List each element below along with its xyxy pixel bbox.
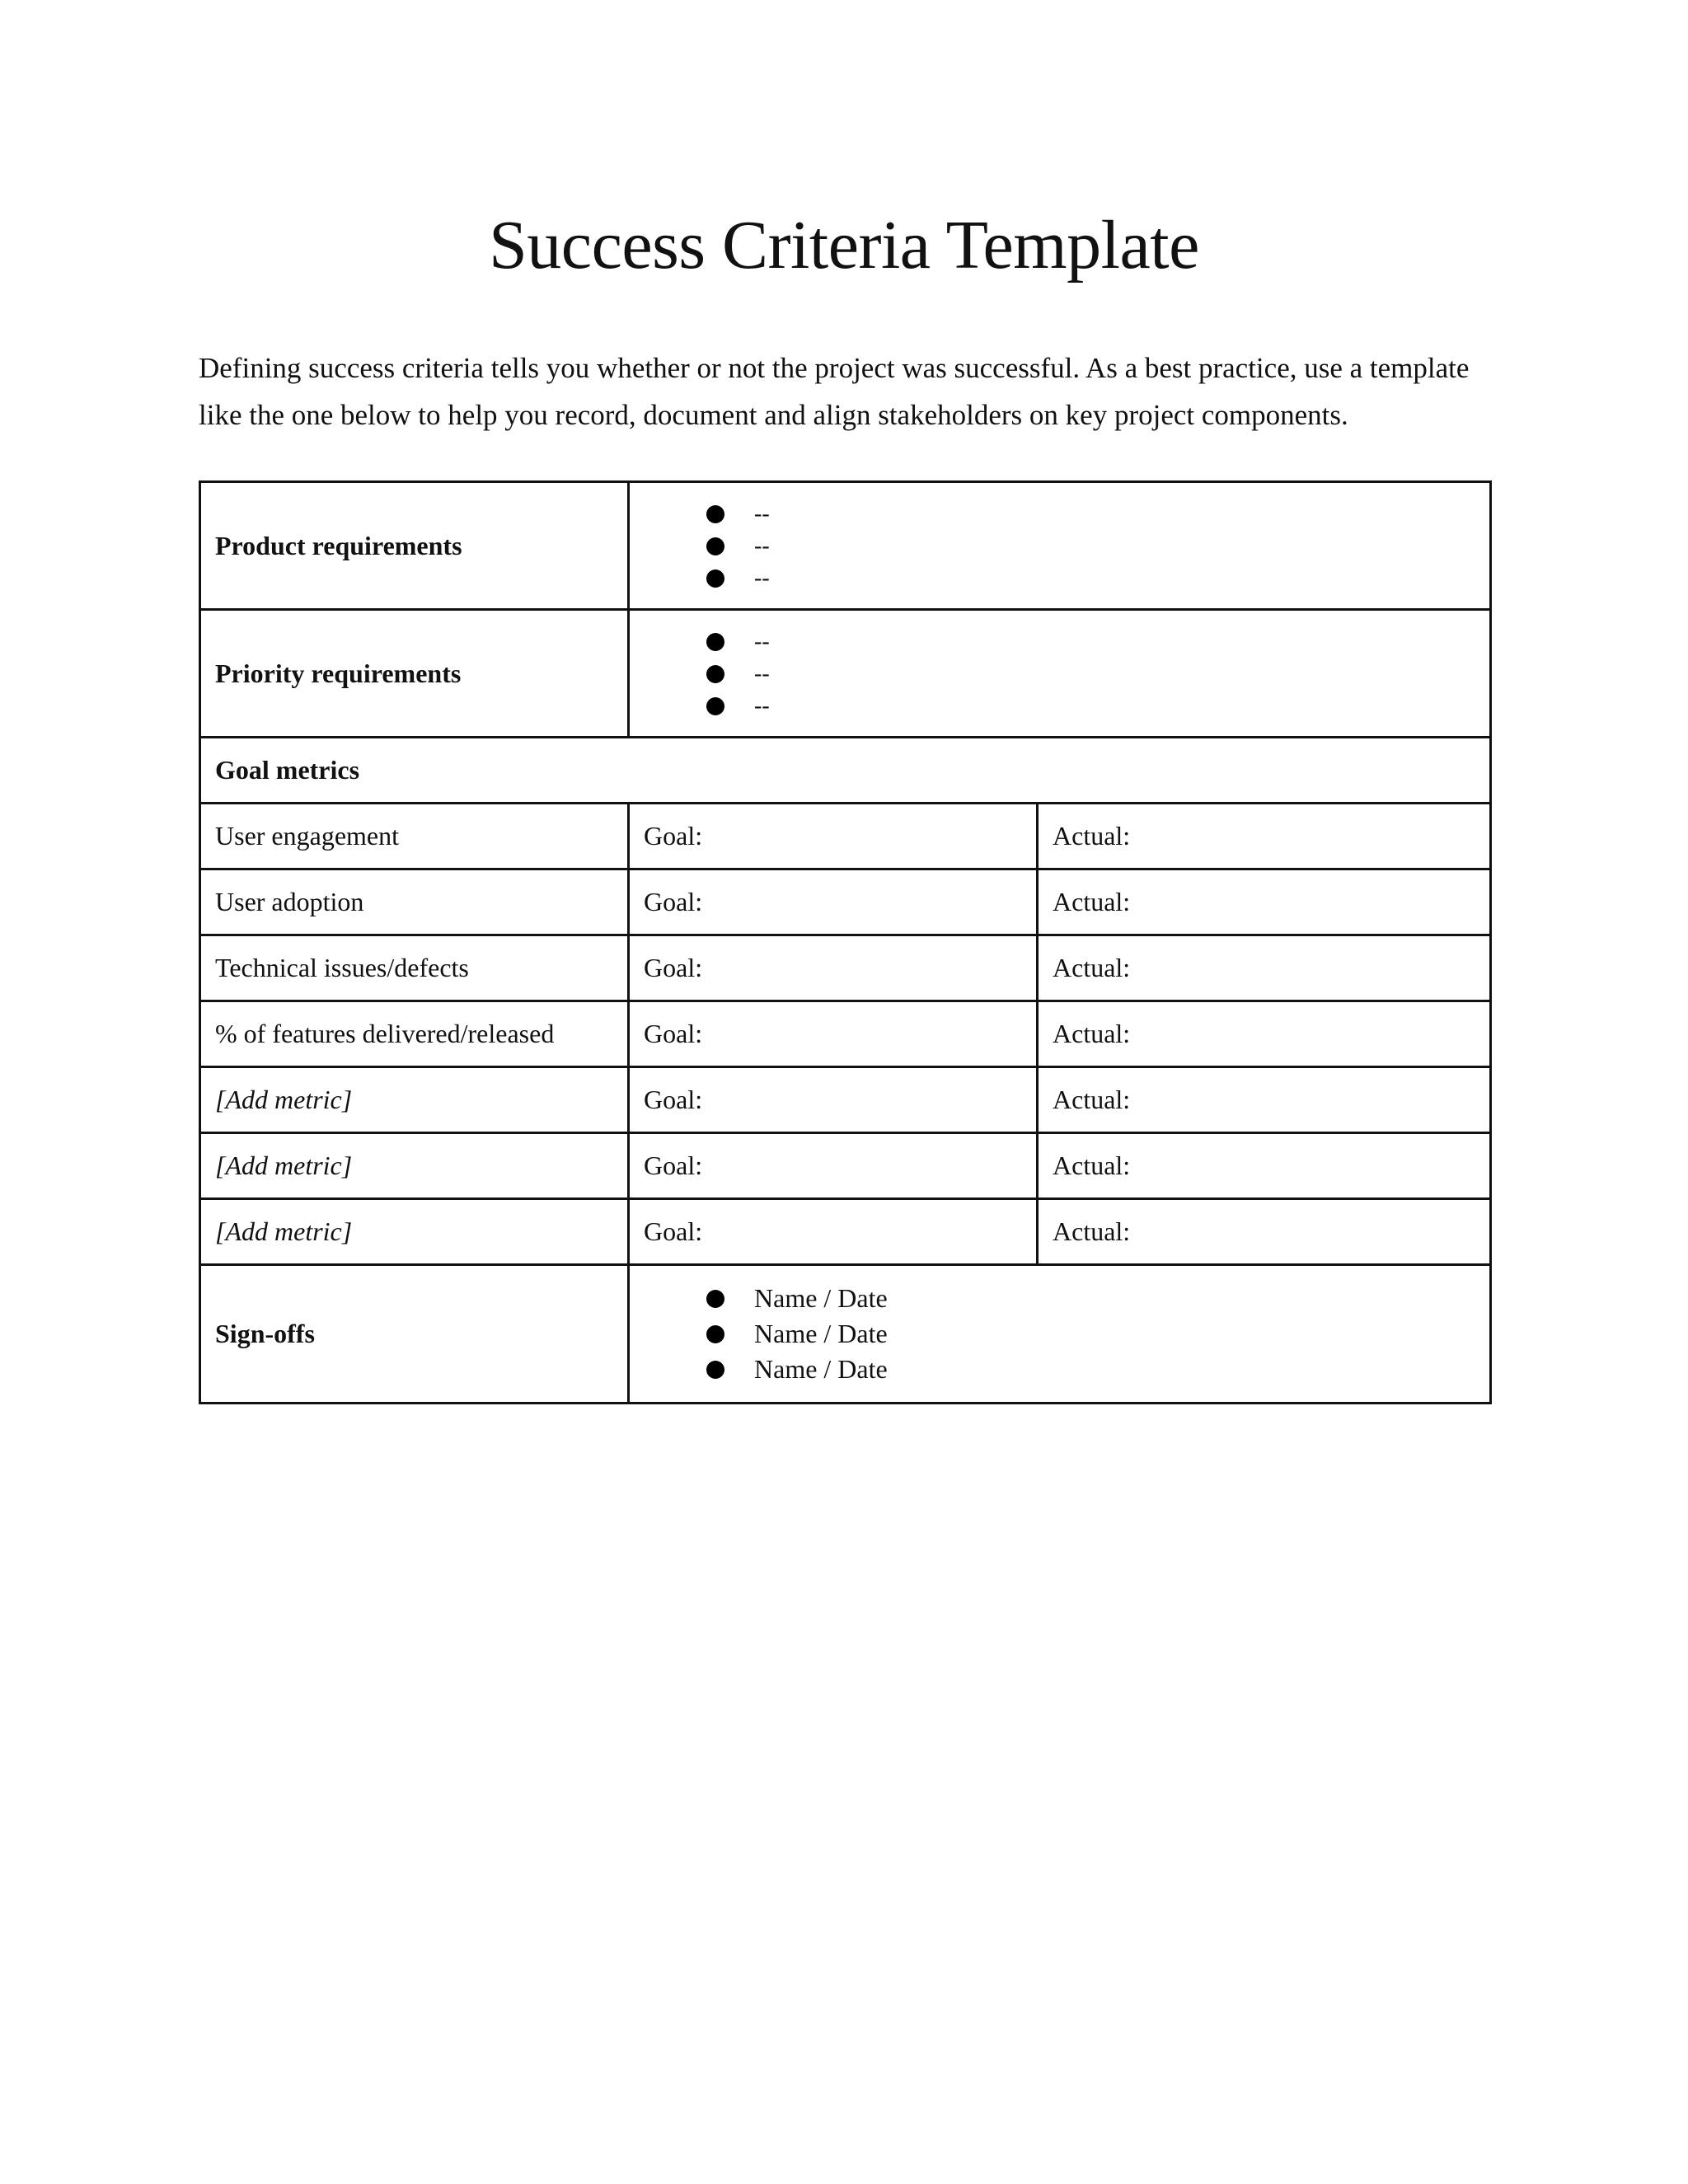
bullet-icon (706, 1361, 724, 1379)
list-item-text: -- (754, 565, 770, 591)
metric-actual[interactable]: Actual: (1038, 869, 1491, 935)
product-requirements-label: Product requirements (200, 482, 629, 610)
metric-name[interactable]: % of features delivered/released (200, 1001, 629, 1067)
signoffs-list (644, 1281, 1475, 1387)
priority-requirements-label: Priority requirements (200, 610, 629, 738)
metric-actual[interactable]: Actual: (1038, 1199, 1491, 1265)
bullet-icon (706, 633, 724, 651)
bullet-icon (706, 537, 724, 555)
intro-paragraph: Defining success criteria tells you whether or not the project was successful. As a best practice, use a template like the one below to help you record, document and align stakeholders on key project components. (199, 352, 1470, 431)
list-item (706, 658, 1475, 690)
metric-actual[interactable]: Actual: (1038, 935, 1491, 1001)
table-row (200, 935, 1491, 1001)
signoffs-label: Sign-offs (200, 1265, 629, 1404)
product-requirements-row (200, 482, 1491, 610)
list-item (706, 690, 1475, 722)
list-item-text: Name / Date (754, 1354, 888, 1384)
priority-requirements-row (200, 610, 1491, 738)
metric-actual[interactable]: Actual: (1038, 804, 1491, 869)
table-row (200, 1133, 1491, 1199)
priority-requirements-list (644, 626, 1475, 722)
list-item (706, 1316, 1475, 1352)
table-row (200, 1001, 1491, 1067)
list-item-text: -- (754, 692, 770, 719)
goal-metrics-label: Goal metrics (200, 738, 1491, 804)
bullet-icon (706, 1325, 724, 1343)
metric-goal[interactable]: Goal: (629, 804, 1038, 869)
page-title: Success Criteria Template (489, 207, 1199, 284)
success-criteria-table (199, 480, 1492, 1404)
signoffs-row (200, 1265, 1491, 1404)
list-item (706, 562, 1475, 594)
table-row (200, 1067, 1491, 1133)
list-item (706, 1352, 1475, 1387)
goal-metrics-header-row (200, 738, 1491, 804)
bullet-icon (706, 569, 724, 588)
list-item-text: Name / Date (754, 1319, 888, 1348)
bullet-icon (706, 697, 724, 715)
metric-goal[interactable]: Goal: (629, 1001, 1038, 1067)
metric-name[interactable]: User engagement (200, 804, 629, 869)
list-item (706, 1281, 1475, 1316)
list-item-text: -- (754, 628, 770, 654)
product-requirements-list-cell[interactable] (629, 482, 1491, 610)
metric-name[interactable]: Technical issues/defects (200, 935, 629, 1001)
product-requirements-list (644, 498, 1475, 594)
bullet-icon (706, 1290, 724, 1308)
metric-name-placeholder[interactable]: [Add metric] (200, 1067, 629, 1133)
list-item-text: Name / Date (754, 1283, 888, 1313)
priority-requirements-list-cell[interactable] (629, 610, 1491, 738)
list-item (706, 498, 1475, 530)
metric-goal[interactable]: Goal: (629, 1067, 1038, 1133)
metric-goal[interactable]: Goal: (629, 869, 1038, 935)
metric-name-placeholder[interactable]: [Add metric] (200, 1133, 629, 1199)
table-row (200, 804, 1491, 869)
table-row (200, 1199, 1491, 1265)
list-item-text: -- (754, 532, 770, 559)
bullet-icon (706, 665, 724, 683)
list-item-text: -- (754, 500, 770, 527)
metric-name-placeholder[interactable]: [Add metric] (200, 1199, 629, 1265)
signoffs-list-cell[interactable] (629, 1265, 1491, 1404)
table-row (200, 869, 1491, 935)
metric-actual[interactable]: Actual: (1038, 1133, 1491, 1199)
list-item (706, 530, 1475, 562)
metric-goal[interactable]: Goal: (629, 1133, 1038, 1199)
list-item (706, 626, 1475, 658)
list-item-text: -- (754, 660, 770, 687)
metric-actual[interactable]: Actual: (1038, 1067, 1491, 1133)
metric-goal[interactable]: Goal: (629, 1199, 1038, 1265)
metric-goal[interactable]: Goal: (629, 935, 1038, 1001)
metric-name[interactable]: User adoption (200, 869, 629, 935)
bullet-icon (706, 505, 724, 523)
metric-actual[interactable]: Actual: (1038, 1001, 1491, 1067)
